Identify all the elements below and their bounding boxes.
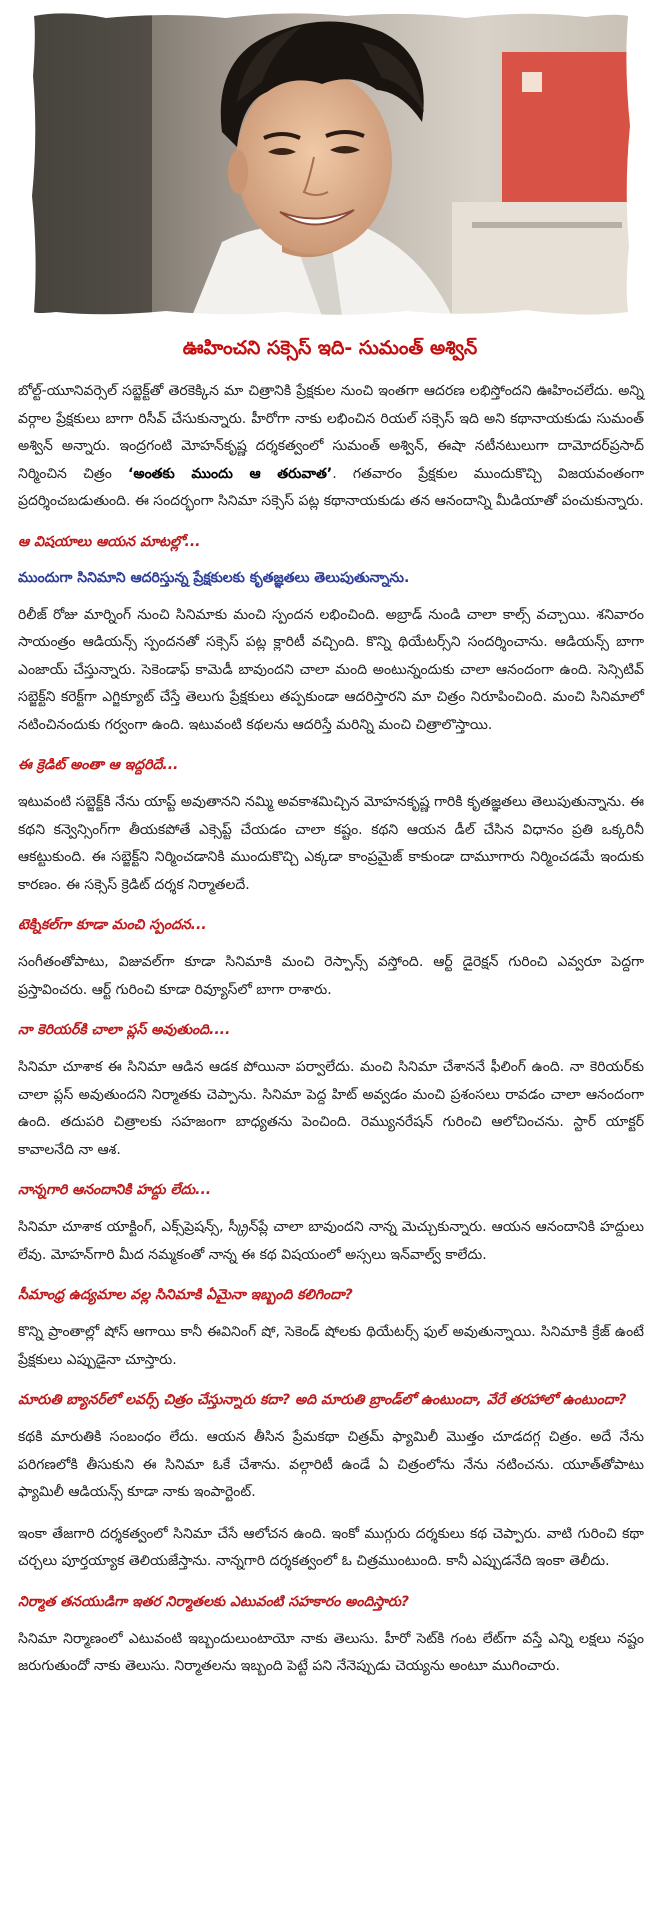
article-headline: ఊహించని సక్సెస్‌ ఇది- సుమంత్‌ అశ్విన్‌ xyxy=(182,337,478,359)
movie-title-quote: ‘అంతకు ముందు ఆ తరువాత’ xyxy=(128,465,333,482)
paragraph-technical: సంగీతంతోపాటు, విజువల్‌గా కూడా సినిమాకి మంచి రెస్పాన్స్‌ వస్తోంది. ఆర్ట్‌ డైరెక్షన్‌ గురించి ఎవ్వరూ పెద్దగా ప్రస్తావించరు. ఆర్ట్‌ గురించి కూడా రివ్యూస్‌లో బాగా రాశారు. xyxy=(18,954,644,998)
question-seemandhra: సీమాంధ్ర ఉద్యమాల వల్ల సినిమాకి ఏమైనా ఇబ్బంది కలిగిందా? xyxy=(18,1287,353,1303)
subheading-thanks: ముందుగా సినిమాని ఆదరిస్తున్న ప్రేక్షకులకు కృతజ్ఞతలు తెలుపుతున్నాను. xyxy=(18,569,410,586)
actor-photo xyxy=(32,12,630,316)
paragraph-career: సినిమా చూశాక ఈ సినిమా ఆడిన ఆడక పోయినా పర్వాలేదు. మంచి సినిమా చేశాననే ఫీలింగ్‌ ఉంది. నా కెరియర్‌కు చాలా ప్లస్‌ అవుతుందని నిర్మాతకు చెప్పాను. సినిమా పెద్ద హిట్‌ అవ్వడం మంచి ప్రశంసలు రావడం చాలా ఆనందంగా ఉంది. తదుపరి చిత్రాలకు సహజంగా బాధ్యతను పెంచింది. రెమ్యునరేషన్‌ గురించి ఆలోచించను. స్టార్‌ యాక్టర్‌ కావాలనేది నా ఆశ. xyxy=(18,1059,644,1158)
subheading-career: నా కెరియర్‌కి చాలా ప్లస్‌ అవుతుంది.... xyxy=(18,1022,231,1038)
answer-producer-son: సినిమా నిర్మాణంలో ఎటువంటి ఇబ్బందులుంటాయో నాకు తెలుసు. హీరో సెట్‌కి గంట లేట్‌గా వస్తే ఎన్ని లక్షలు నష్టం జరుగుతుందో నాకు తెలుసు. నిర్మాతలను ఇబ్బంది పెట్టే పని నేనెప్పుడు చెయ్యను అంటూ ముగించారు. xyxy=(18,1630,644,1674)
subheading-father: నాన్నగారి ఆనందానికి హద్దు లేదు... xyxy=(18,1182,212,1198)
answer-maruthi-banner: కథకి మారుతికి సంబంధం లేదు. ఆయన తీసిన ప్రేమకథా చిత్రమ్‌ ఫ్యామిలీ మొత్తం చూడదగ్గ చిత్రం. అదే నేను పరిగణలోకి తీసుకుని ఈ సినిమా ఓకే చేశాను. వల్గారిటీ ఉండే ఏ చిత్రంలోను నేను నటించను. యూత్‌తోపాటు ఫ్యామిలీ ఆడియన్స్‌ కూడా నాకు ఇంపార్టెంట్‌. xyxy=(18,1429,644,1500)
paragraph-credit: ఇటువంటి సబ్జెక్ట్‌కి నేను యాప్ట్‌ అవుతానని నమ్మి అవకాశమిచ్చిన మోహనకృష్ణ గారికి కృతజ్ఞతలు తెలుపుతున్నాను. ఈ కథని కన్వెన్సింగ్‌గా తీయకపోతే ఎక్సెప్ట్‌ చేయడం చాలా కష్టం. కథని ఆయన డీల్‌ చేసిన విధానం ప్రతి ఒక్కరినీ ఆకట్టుకుంది. ఈ సబ్జెక్ట్‌ని నిర్మించడానికి ముందుకొచ్చి ఎక్కడా కాంప్రమైజ్‌ కాకుండా దామూగారు నిర్మించడమే ఇందుకు కారణం. ఈ సక్సెస్‌ క్రెడిట్‌ దర్శక నిర్మాతలదే. xyxy=(18,794,644,893)
subheading-his-words: ఆ విషయాలు ఆయన మాటల్లో... xyxy=(18,533,201,550)
paragraph-upcoming-films: ఇంకా తేజగారి దర్శకత్వంలో సినిమా చేసే ఆలోచన ఉంది. ఇంకో ముగ్గురు దర్శకులు కథ చెప్పారు. వాటి గురించి కథా చర్చలు పూర్తయ్యాక తెలియజేస్తాను. నాన్నగారి దర్శకత్వంలో ఓ చిత్రముంటుంది. కానీ ఎప్పుడనేది ఇంకా తెలీదు. xyxy=(18,1525,644,1569)
intro-paragraph xyxy=(18,378,644,516)
question-maruthi-banner: మారుతి బ్యానర్‌లో లవర్స్‌ చిత్రం చేస్తున్నారు కదా? అది మారుతి బ్రాండ్‌లో ఉంటుందా, వేరే తరహాలో ఉంటుందా? xyxy=(18,1392,627,1408)
article-body xyxy=(18,378,644,1695)
intro-text-end: . గతవారం ప్రేక్షకుల ముందుకొచ్చి విజయవంతంగా ప్రదర్శించబడుతుంది. ఈ సందర్భంగా సినిమా సక్సెస్‌ పట్ల కథానాయకుడు తన ఆనందాన్ని మీడియాతో పంచుకున్నారు. xyxy=(18,465,645,509)
answer-seemandhra: కొన్ని ప్రాంతాల్లో షోస్‌ ఆగాయి కానీ ఈవినింగ్‌ షో, సెకెండ్‌ షోలకు థియేటర్స్‌ ఫుల్‌ అవుతున్నాయి. సినిమాకి క్రేజ్‌ ఉంటే ప్రేక్షకులు ఎప్పుడైనా చూస్తారు. xyxy=(18,1324,644,1368)
hero-photo-frame xyxy=(26,6,636,322)
subheading-technical: టెక్నికల్‌గా కూడా మంచి స్పందన... xyxy=(18,917,207,933)
subheading-credit: ఈ క్రెడిట్‌ అంతా ఆ ఇద్దరిదే... xyxy=(18,757,179,773)
paragraph-father: సినిమా చూశాక యాక్టింగ్‌, ఎక్స్‌ప్రెషన్స్‌, స్క్రీన్‌ప్లే చాలా బావుందని నాన్న మెచ్చుకున్నారు. ఆయన ఆనందానికి హద్దులు లేవు. మోహన్‌గారి మీద నమ్మకంతో నాన్న ఈ కథ విషయంలో అస్సలు ఇన్‌వాల్వ్‌ కాలేదు. xyxy=(18,1219,644,1263)
actor-photo-illustration xyxy=(32,12,630,316)
paragraph-response: రిలీజ్‌ రోజు మార్నింగ్‌ నుంచి సినిమాకు మంచి స్పందన లభించింది. అబ్రాడ్‌ నుండి చాలా కాల్స్‌ వచ్చాయి. శనివారం సాయంత్రం ఆడియన్స్‌ స్పందనతో సక్సెస్‌ పట్ల క్లారిటీ వచ్చింది. కొన్ని థియేటర్స్‌ని సందర్శించాను. ఆడియన్స్‌ బాగా ఎంజాయ్‌ చేస్తున్నారు. సెకెండాఫ్‌ కామెడీ బావుందని చాలా మంది అంటున్నందుకు చాలా ఆనందంగా ఉంది. సెన్సిటివ్‌ సబ్జెక్ట్‌ని కరెక్ట్‌గా ఎగ్జిక్యూట్‌ చేస్తే తెలుగు ప్రేక్షకులు తప్పకుండా ఆదరిస్తారని మా చిత్రం నిరూపించింది. మంచి సినిమాలో నటించినందుకు గర్వంగా ఉంది. ఇటువంటి కథలను ఆదరిస్తే మరిన్ని మంచి చిత్రాలొస్తాయి. xyxy=(18,606,644,733)
question-producer-son: నిర్మాత తనయుడిగా ఇతర నిర్మాతలకు ఎటువంటి సహకారం అందిస్తారు? xyxy=(18,1593,410,1610)
intro-text-start: బోల్ట్‌-యూనివర్సెల్‌ సబ్జెక్ట్‌తో తెరకెక్కిన మా చిత్రానికి ప్రేక్షకుల నుంచి ఇంతగా ఆదరణ లభిస్తోందని ఊహించలేదు. అన్ని వర్గాల ప్రేక్షకులు బాగా రిసీవ్‌ చేసుకున్నారు. హీరోగా నాకు లభించిన రియల్‌ సక్సెస్‌ ఇది అని కథానాయకుడు సుమంత్‌ అశ్విన్‌ అన్నారు. ఇంద్రగంటి మోహన్‌కృష్ణ దర్శకత్వంలో సుమంత్‌ అశ్విన్‌, ఈషా నటీనటులుగా దామోదర్‌ప్రసాద్‌ నిర్మించిన చిత్రం xyxy=(18,383,644,482)
